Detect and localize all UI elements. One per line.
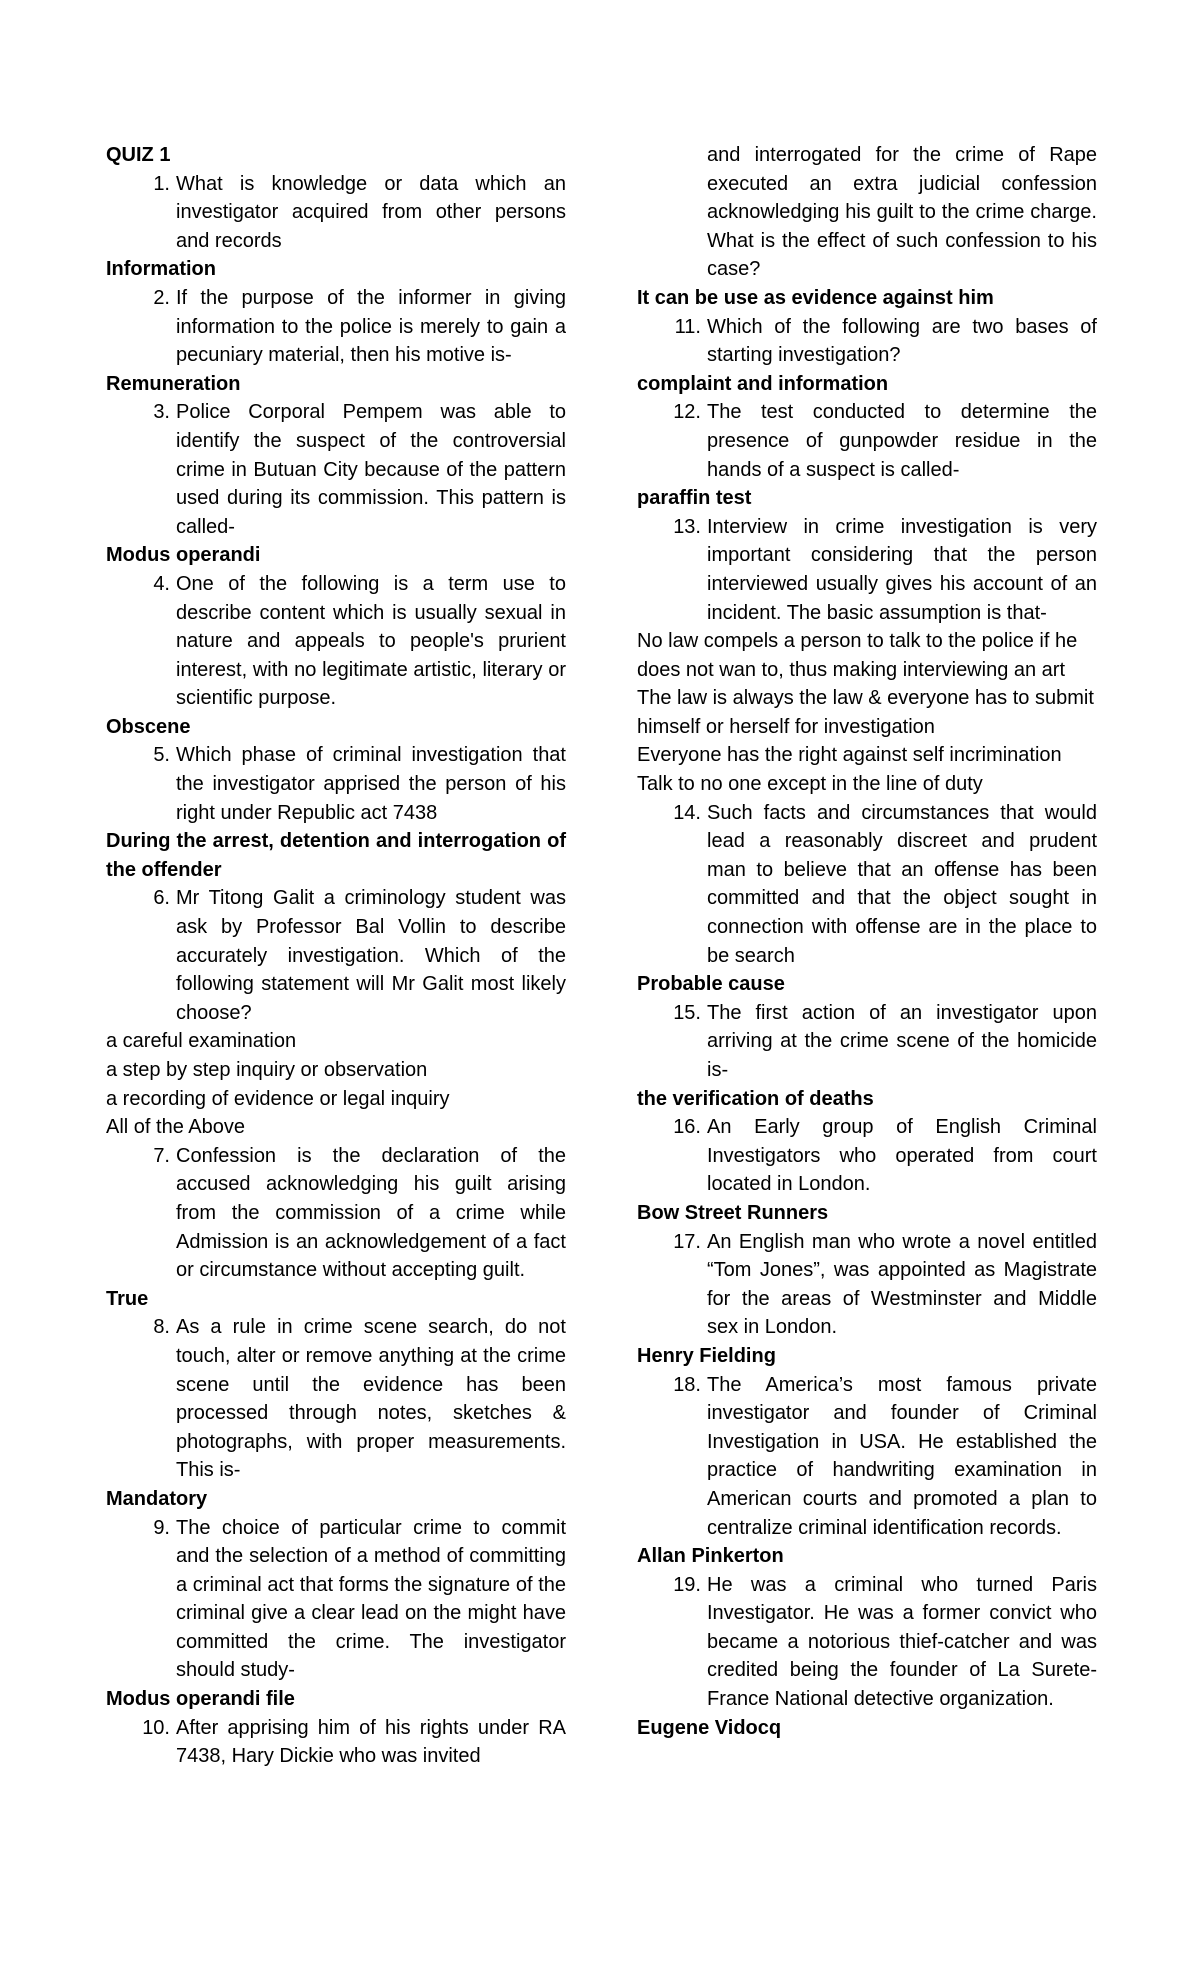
question-item (637, 1113, 1097, 1199)
question-item (106, 284, 566, 370)
answer-text: Eugene Vidocq (637, 1716, 782, 1739)
answer-text: Mandatory (106, 1487, 208, 1510)
option-text: The law is always the law & everyone has to submit himself or herself for investigation (637, 687, 1094, 738)
question-number: 18. (673, 1373, 701, 1396)
option-text: Talk to no one except in the line of duty (637, 773, 983, 796)
answer-text: complaint and information (637, 372, 889, 395)
answer-text: paraffin test (637, 487, 752, 510)
answer-text: the verification of deaths (637, 1087, 874, 1110)
question-number: 7. (153, 1144, 170, 1167)
question-text: The choice of particular crime to commit and the selection of a method of committing a criminal act that forms the signature of the criminal give a clear lead on the might have committed the crime. The investigator should study- (176, 1516, 566, 1682)
question-item (106, 170, 566, 256)
answer-text: Modus operandi (106, 544, 261, 567)
answer-text: It can be use as evidence against him (637, 286, 994, 309)
question-number: 5. (153, 744, 170, 767)
question-text: Mr Titong Galit a criminology student was ask by Professor Bal Vollin to describe accurately investigation. Which of the following statement will Mr Galit most likely choose? (176, 887, 566, 1024)
answer-text: Information (106, 258, 216, 281)
question-number: 1. (153, 172, 170, 195)
question-item (637, 1228, 1097, 1342)
option-text: All of the Above (106, 1116, 245, 1139)
question-text: Such facts and circumstances that would lead a reasonably discreet and prudent man to believe that an offense has been committed and that the object sought in connection with offense are in the place to be search (707, 801, 1097, 967)
question-text: The test conducted to determine the presence of gunpowder residue in the hands of a suspect is called- (707, 401, 1097, 481)
question-item (637, 1371, 1097, 1543)
question-number: 8. (153, 1316, 170, 1339)
question-text: Which phase of criminal investigation that the investigator apprised the person of his right under Republic act 7438 (176, 744, 566, 824)
question-number: 14. (673, 801, 701, 824)
question-number: 6. (153, 887, 170, 910)
answer-text: Allan Pinkerton (637, 1545, 784, 1568)
question-item (637, 513, 1097, 627)
question-item (637, 999, 1097, 1085)
option-text: Everyone has the right against self incrimination (637, 744, 1062, 767)
question-text: and interrogated for the crime of Rape executed an extra judicial confession acknowledging his guilt to the crime charge. What is the effect of such confession to his case? (707, 144, 1097, 281)
question-text: The first action of an investigator upon arriving at the crime scene of the homicide is- (707, 1001, 1097, 1081)
question-text: Interview in crime investigation is very important considering that the person interviewed usually gives his account of an incident. The basic assumption is that- (707, 515, 1097, 624)
question-text: Police Corporal Pempem was able to identify the suspect of the controversial crime in Butuan City because of the pattern used during its commission. This pattern is called- (176, 401, 566, 538)
option-text: a step by step inquiry or observation (106, 1059, 428, 1081)
question-item (106, 741, 566, 827)
question-item (637, 799, 1097, 971)
answer-text: True (106, 1287, 149, 1310)
question-text: An Early group of English Criminal Investigators who operated from court located in London. (707, 1116, 1097, 1196)
question-number (637, 141, 707, 284)
question-number: 19. (673, 1573, 701, 1596)
question-number: 11. (674, 315, 701, 338)
question-item (637, 313, 1097, 370)
question-text: One of the following is a term use to describe content which is usually sexual in nature and appeals to people's prurient interest, with no legitimate artistic, literary or scientific purpose. (176, 572, 566, 710)
option-text: a recording of evidence or legal inquiry (106, 1087, 450, 1110)
question-text: Which of the following are two bases of starting investigation? (707, 315, 1097, 367)
question-item (106, 570, 566, 713)
option-text: No law compels a person to talk to the police if he does not wan to, thus making interviewing an art (637, 630, 1078, 681)
answer-text: During the arrest, detention and interrogation of the offender (106, 830, 566, 881)
question-number: 3. (153, 401, 170, 424)
left-column (106, 141, 566, 1771)
question-item (106, 884, 566, 1027)
question-number: 10. (142, 1716, 170, 1739)
question-number: 9. (153, 1516, 170, 1539)
question-text: As a rule in crime scene search, do not touch, alter or remove anything at the crime scene until the evidence has been processed through notes, sketches & photographs, with proper measurements. This is- (176, 1316, 566, 1482)
question-number: 13. (673, 515, 701, 538)
question-item (106, 1313, 566, 1485)
question-number: 12. (673, 401, 701, 424)
question-number: 4. (153, 572, 170, 595)
right-items (637, 141, 1097, 1742)
answer-text: Obscene (106, 715, 191, 738)
question-text: Confession is the declaration of the accused acknowledging his guilt arising from the commission of a crime while Admission is an acknowledgement of a fact or circumstance without accepting guilt. (176, 1144, 566, 1282)
option-text: a careful examination (106, 1030, 297, 1053)
question-item (637, 141, 1097, 284)
question-number: 2. (153, 286, 170, 309)
question-item (637, 1571, 1097, 1714)
question-item (106, 1714, 566, 1771)
question-item (106, 398, 566, 541)
right-column (637, 141, 1097, 1742)
answer-text: Henry Fielding (637, 1344, 776, 1367)
answer-text: Probable cause (637, 973, 785, 996)
answer-text: Remuneration (106, 372, 241, 395)
question-item (637, 398, 1097, 484)
question-text: The America’s most famous private investigator and founder of Criminal Investigation in USA. He established the practice of handwriting examination in American courts and promoted a plan to centralize criminal identification records. (707, 1373, 1097, 1539)
question-number: 15. (673, 1001, 701, 1024)
quiz-title: QUIZ 1 (106, 144, 171, 166)
question-text: After apprising him of his rights under RA 7438, Hary Dickie who was invited (176, 1716, 566, 1768)
question-text: What is knowledge or data which an investigator acquired from other persons and records (176, 172, 566, 252)
left-items (106, 170, 566, 1771)
question-text: He was a criminal who turned Paris Investigator. He was a former convict who became a notorious thief-catcher and was credited being the founder of La Surete- France National detective organization. (707, 1573, 1097, 1711)
answer-text: Modus operandi file (106, 1688, 295, 1711)
question-item (106, 1514, 566, 1686)
question-number: 16. (673, 1116, 701, 1139)
question-text: An English man who wrote a novel entitled “Tom Jones”, was appointed as Magistrate for the areas of Westminster and Middle sex in London. (707, 1230, 1097, 1339)
question-number: 17. (673, 1230, 701, 1253)
question-text: If the purpose of the informer in giving information to the police is merely to gain a pecuniary material, then his motive is- (176, 286, 566, 367)
answer-text: Bow Street Runners (637, 1201, 829, 1224)
question-item (106, 1142, 566, 1285)
